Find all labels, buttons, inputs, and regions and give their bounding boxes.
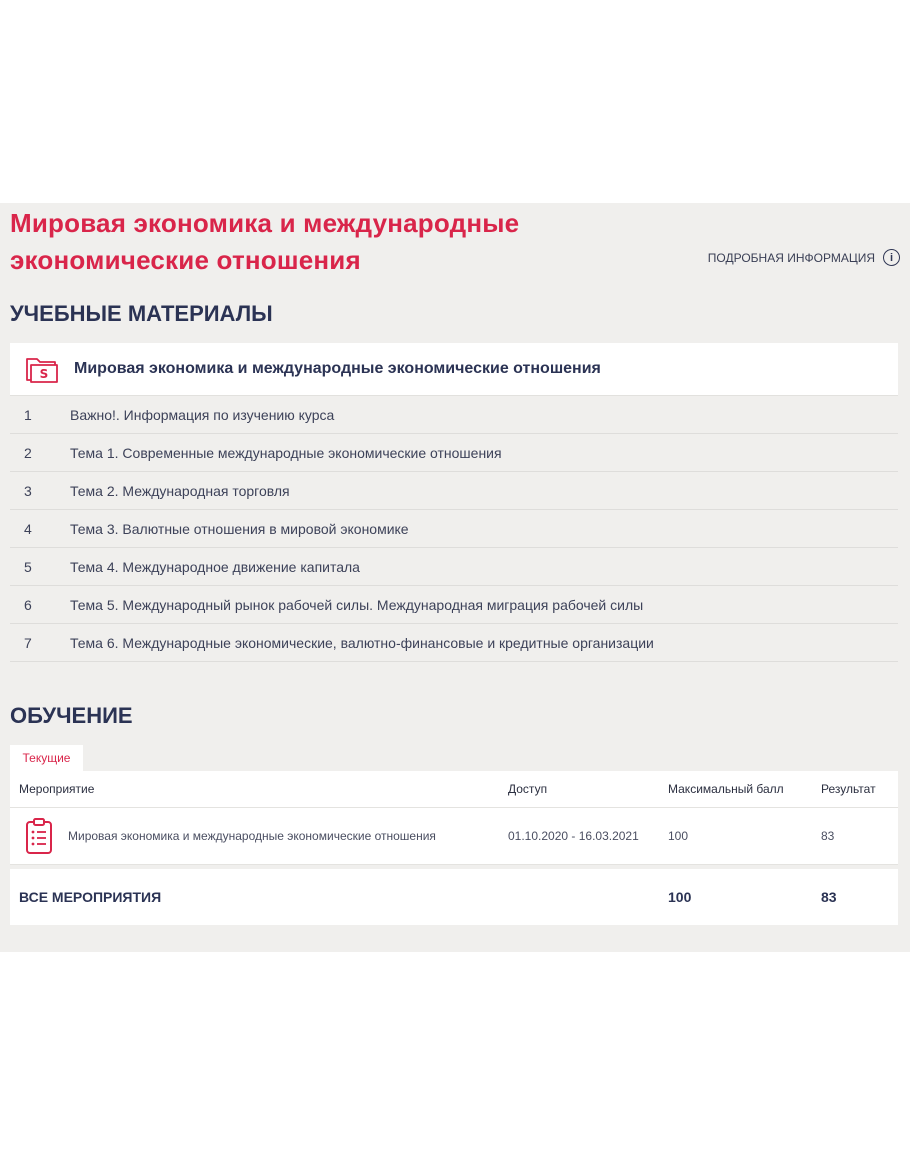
total-result: 83 xyxy=(821,889,837,905)
material-number: 7 xyxy=(24,634,32,651)
material-item[interactable] xyxy=(10,396,898,434)
material-number: 4 xyxy=(24,520,32,537)
material-item[interactable] xyxy=(10,434,898,472)
material-title[interactable]: Тема 1. Современные международные экономические отношения xyxy=(70,444,502,461)
material-number: 1 xyxy=(24,406,32,423)
folder-icon xyxy=(24,353,60,385)
course-panel xyxy=(0,203,910,952)
learning-heading: ОБУЧЕНИЕ xyxy=(10,703,133,728)
events-table xyxy=(10,771,898,925)
tab-current[interactable]: Текущие xyxy=(10,745,83,771)
info-icon[interactable]: i xyxy=(883,249,900,266)
total-label: ВСЕ МЕРОПРИЯТИЯ xyxy=(19,889,162,905)
materials-folder-header[interactable] xyxy=(10,343,898,396)
material-number: 3 xyxy=(24,482,32,499)
material-number: 2 xyxy=(24,444,32,461)
material-title[interactable]: Важно!. Информация по изучению курса xyxy=(70,406,335,423)
material-number: 5 xyxy=(24,558,32,575)
material-title[interactable]: Тема 3. Валютные отношения в мировой экономике xyxy=(70,520,409,537)
course-title: Мировая экономика и международные экономические отношения xyxy=(10,208,520,275)
column-header-result: Результат xyxy=(821,782,876,796)
max-score-cell: 100 xyxy=(668,829,689,843)
events-total-row xyxy=(10,865,898,925)
material-number: 6 xyxy=(24,596,32,613)
material-item[interactable] xyxy=(10,510,898,548)
material-title[interactable]: Тема 6. Международные экономические, валютно-финансовые и кредитные организации xyxy=(70,634,654,651)
material-title[interactable]: Тема 5. Международный рынок рабочей силы. Международная миграция рабочей силы xyxy=(70,596,644,613)
event-title[interactable]: Мировая экономика и международные экономические отношения xyxy=(68,829,436,843)
folder-icon-letter: S xyxy=(39,367,49,381)
material-title[interactable]: Тема 4. Международное движение капитала xyxy=(70,558,360,575)
material-item[interactable] xyxy=(10,472,898,510)
events-table-header xyxy=(10,771,898,808)
materials-list xyxy=(10,343,898,662)
access-cell: 01.10.2020 - 16.03.2021 xyxy=(508,829,639,843)
more-info-link[interactable] xyxy=(708,249,900,266)
total-max-score: 100 xyxy=(668,889,692,905)
material-title[interactable]: Тема 2. Международная торговля xyxy=(70,482,290,499)
material-item[interactable] xyxy=(10,624,898,662)
column-header-event: Мероприятие xyxy=(19,782,95,796)
column-header-max-score: Максимальный балл xyxy=(668,782,784,796)
column-header-access: Доступ xyxy=(508,782,548,796)
clipboard-icon xyxy=(22,816,56,856)
materials-heading: УЧЕБНЫЕ МАТЕРИАЛЫ xyxy=(10,301,273,326)
result-cell: 83 xyxy=(821,829,835,843)
more-info-label: ПОДРОБНАЯ ИНФОРМАЦИЯ xyxy=(707,250,875,265)
table-row[interactable] xyxy=(10,808,898,865)
material-item[interactable] xyxy=(10,586,898,624)
event-cell xyxy=(10,816,508,856)
material-item[interactable] xyxy=(10,548,898,586)
materials-folder-title: Мировая экономика и международные экономические отношения xyxy=(74,360,601,377)
